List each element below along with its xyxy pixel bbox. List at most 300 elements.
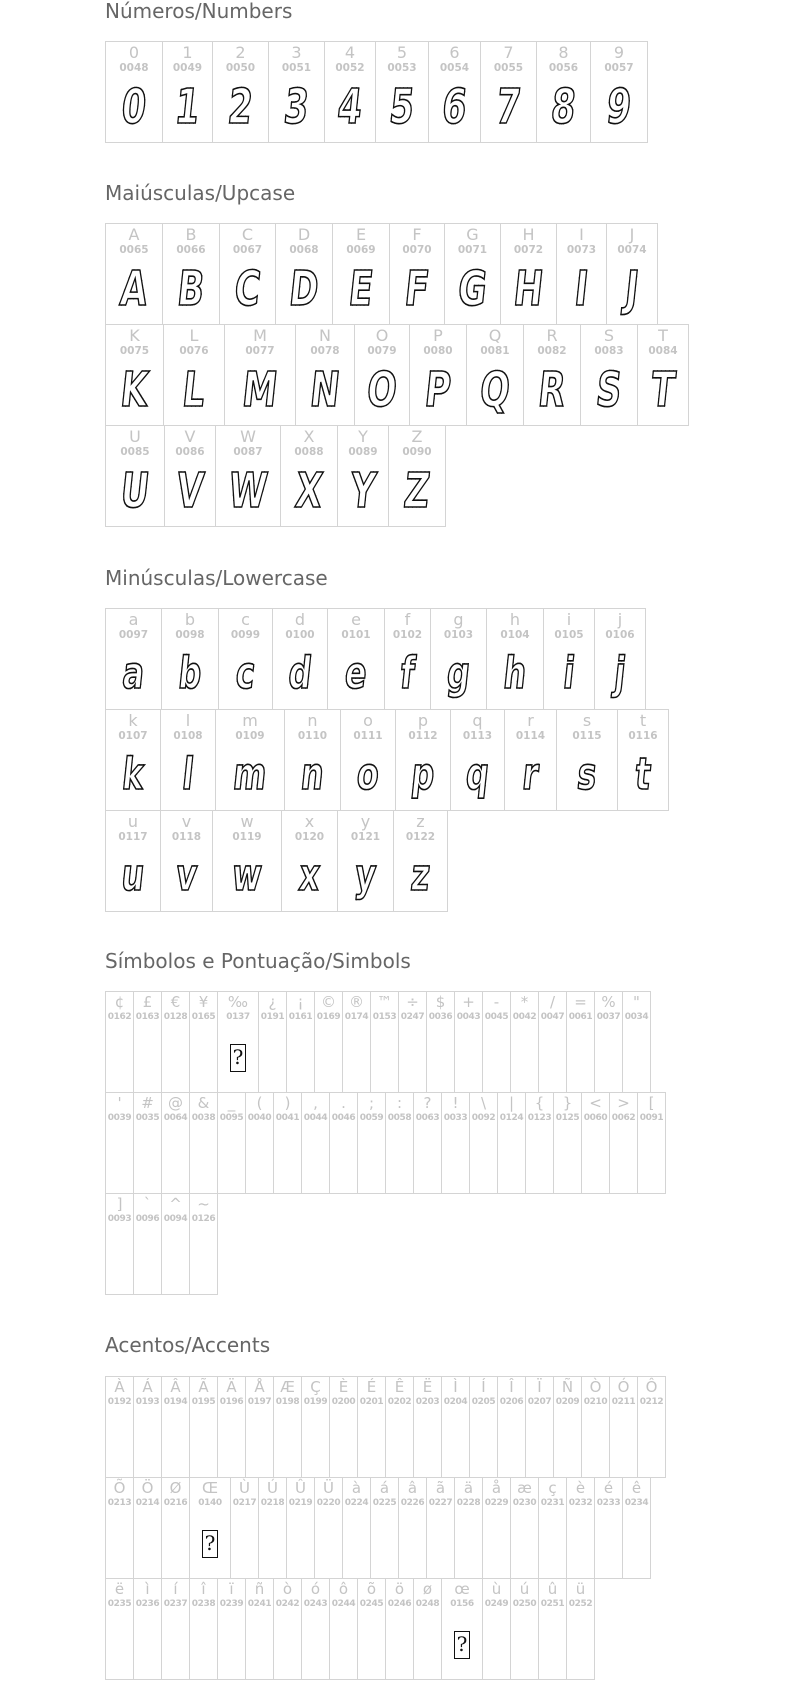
character-code: 0247 (400, 1012, 425, 1022)
character-label: À (114, 1378, 125, 1396)
glyph-cell (105, 1092, 134, 1194)
character-label: H (522, 225, 535, 244)
character-label: ` (143, 1195, 152, 1213)
glyph-row (105, 223, 657, 325)
font-glyph-sample: W (220, 465, 277, 517)
glyph-cell (217, 1578, 246, 1680)
character-code: 0199 (303, 1397, 328, 1407)
glyph-cell (580, 324, 638, 426)
glyph-cell (590, 41, 648, 143)
character-label: á (379, 1479, 390, 1497)
character-code: 0039 (107, 1113, 132, 1123)
section-title: Minúsculas/Lowercase (105, 566, 328, 590)
glyph-cell (162, 223, 220, 325)
character-code: 0050 (225, 62, 256, 74)
font-glyph-sample: j (597, 648, 642, 700)
font-glyph-sample: J (609, 263, 654, 315)
character-label: ê (631, 1479, 642, 1497)
glyph-cell (258, 1477, 287, 1579)
character-code: 0044 (303, 1113, 328, 1123)
character-label: l (185, 711, 191, 730)
glyph-cell (622, 1477, 651, 1579)
glyph-cell (444, 223, 501, 325)
character-code: 0140 (198, 1498, 222, 1508)
character-code: 0210 (583, 1397, 608, 1407)
font-glyph-sample: 0 (109, 81, 159, 133)
glyph-cell (105, 1193, 134, 1295)
glyph-cell (329, 1092, 358, 1194)
section-title: Maiúsculas/Upcase (105, 181, 296, 205)
font-glyph-sample: K (109, 364, 160, 416)
character-code: 0161 (288, 1012, 313, 1022)
glyph-cell (510, 1578, 539, 1680)
character-label: î (201, 1580, 206, 1598)
glyph-cell (273, 1578, 302, 1680)
character-code: 0198 (275, 1397, 300, 1407)
character-code: 0051 (281, 62, 312, 74)
glyph-row (105, 425, 445, 527)
character-label: Ñ (561, 1378, 574, 1396)
glyph-cell (426, 1477, 455, 1579)
character-code: 0046 (331, 1113, 356, 1123)
character-code: 0248 (415, 1599, 440, 1609)
character-label: e (351, 610, 361, 629)
character-label: Ç (310, 1378, 321, 1396)
font-glyph-sample: p (399, 749, 448, 801)
character-code: 0121 (350, 831, 381, 843)
character-label: Ã (198, 1378, 209, 1396)
character-code: 0174 (344, 1012, 369, 1022)
character-label: F (412, 225, 422, 244)
character-code: 0052 (335, 62, 365, 74)
character-label: @ (168, 1094, 183, 1112)
character-code: 0126 (191, 1214, 216, 1224)
glyph-cell (426, 991, 455, 1093)
font-glyph-sample: G (448, 263, 497, 315)
font-glyph-sample: g (434, 648, 483, 700)
character-label: = (574, 993, 587, 1011)
character-code: 0206 (499, 1397, 524, 1407)
character-code: 0062 (611, 1113, 636, 1123)
character-code: 0060 (583, 1113, 608, 1123)
character-label: 0 (128, 43, 140, 62)
font-glyph-sample: y (341, 850, 390, 902)
character-label: € (170, 993, 181, 1011)
character-code: 0235 (107, 1599, 132, 1609)
character-code: 0089 (348, 446, 378, 458)
character-code: 0055 (493, 62, 524, 74)
character-label: f (404, 610, 411, 629)
font-glyph-sample: b (165, 648, 215, 700)
character-code: 0112 (408, 730, 438, 742)
character-code: 0120 (294, 831, 325, 843)
character-code: 0104 (500, 629, 530, 641)
character-label: 4 (344, 43, 356, 62)
font-glyph-sample: o (344, 749, 393, 801)
glyph-cell (133, 991, 162, 1093)
glyph-cell (105, 608, 162, 710)
glyph-cell (450, 709, 505, 811)
character-label: z (416, 812, 425, 831)
character-code: 0082 (537, 345, 567, 357)
character-label: ø (422, 1580, 433, 1598)
font-glyph-sample: x (285, 850, 334, 902)
character-code: 0169 (316, 1012, 341, 1022)
character-label: , (313, 1094, 318, 1112)
character-label: W (240, 427, 256, 446)
glyph-cell (105, 223, 163, 325)
character-label: U (129, 427, 141, 446)
glyph-cell (441, 1376, 470, 1478)
glyph-cell (510, 991, 539, 1093)
font-glyph-sample: v (163, 850, 209, 902)
character-code: 0209 (555, 1397, 580, 1407)
font-glyph-sample: l (164, 749, 213, 801)
character-code: 0252 (568, 1599, 593, 1609)
character-code: 0088 (294, 446, 324, 458)
character-code: 0200 (331, 1397, 356, 1407)
character-label: å (491, 1479, 502, 1497)
glyph-cell (581, 1092, 610, 1194)
character-label: Q (488, 326, 502, 345)
character-label: } (562, 1094, 573, 1112)
character-label: w (240, 812, 254, 831)
glyph-cell (189, 1193, 218, 1295)
font-glyph-sample: z (397, 850, 445, 902)
character-code: 0059 (359, 1113, 384, 1123)
character-code: 0092 (471, 1113, 496, 1123)
font-glyph-sample: e (331, 648, 381, 700)
font-glyph-sample: c (222, 648, 270, 700)
character-code: 0207 (527, 1397, 552, 1407)
character-code: 0225 (372, 1498, 397, 1508)
character-code: 0048 (119, 62, 149, 74)
character-label: Y (358, 427, 368, 446)
glyph-row (105, 1376, 665, 1478)
character-label: < (589, 1094, 602, 1112)
font-glyph-sample: A (109, 263, 159, 315)
glyph-cell (314, 1477, 343, 1579)
glyph-cell (606, 223, 658, 325)
glyph-cell (622, 991, 651, 1093)
character-code: 0045 (484, 1012, 509, 1022)
font-glyph-sample: 4 (327, 81, 372, 133)
glyph-cell (219, 223, 276, 325)
glyph-cell (581, 1376, 610, 1478)
character-code: 0057 (604, 62, 634, 74)
character-label: Œ (201, 1479, 219, 1497)
character-code: 0078 (310, 345, 340, 357)
character-label: Å (254, 1378, 265, 1396)
glyph-cell (133, 1477, 162, 1579)
glyph-cell (162, 41, 213, 143)
font-glyph-sample: X (284, 465, 334, 517)
character-label: u (127, 812, 139, 831)
glyph-row (105, 1193, 217, 1295)
font-glyph-sample: O (358, 364, 407, 416)
character-code: 0080 (423, 345, 453, 357)
character-label: Ê (394, 1378, 405, 1396)
font-glyph-sample: r (507, 749, 553, 801)
character-label: û (547, 1580, 558, 1598)
character-label: ã (435, 1479, 446, 1497)
font-glyph-sample: T (640, 364, 685, 416)
character-label: Ë (422, 1378, 433, 1396)
glyph-cell (105, 425, 165, 527)
glyph-cell (413, 1376, 442, 1478)
font-glyph-sample: N (299, 364, 351, 416)
glyph-cell (566, 991, 595, 1093)
character-label: ö (394, 1580, 405, 1598)
font-glyph-sample: 2 (216, 81, 265, 133)
character-code: 0218 (260, 1498, 285, 1508)
character-code: 0231 (540, 1498, 565, 1508)
glyph-cell (480, 41, 537, 143)
character-code: 0056 (548, 62, 579, 74)
font-glyph-sample: C (223, 263, 272, 315)
font-glyph-sample: 6 (431, 81, 477, 133)
glyph-cell (295, 324, 355, 426)
character-code: 0109 (235, 730, 265, 742)
character-code: 0095 (219, 1113, 244, 1123)
character-label: P (433, 326, 443, 345)
character-label: 6 (449, 43, 460, 62)
character-label: Ô (645, 1378, 658, 1396)
glyph-cell (327, 608, 385, 710)
glyph-cell (556, 709, 618, 811)
character-code: 0219 (288, 1498, 313, 1508)
character-code: 0244 (331, 1599, 356, 1609)
character-code: 0081 (480, 345, 510, 357)
glyph-cell (105, 810, 161, 912)
character-label: K (129, 326, 140, 345)
glyph-cell (357, 1376, 386, 1478)
character-label: I (579, 225, 584, 244)
glyph-row (105, 41, 647, 143)
character-code: 0202 (387, 1397, 412, 1407)
character-label: ® (349, 993, 364, 1011)
glyph-cell (370, 991, 399, 1093)
character-code: 0043 (456, 1012, 481, 1022)
glyph-cell (337, 810, 394, 912)
glyph-cell (161, 991, 190, 1093)
character-label: L (189, 326, 199, 345)
glyph-cell (161, 1376, 190, 1478)
character-label: É (366, 1378, 377, 1396)
character-code: 0090 (402, 446, 432, 458)
character-label: ñ (254, 1580, 265, 1598)
character-code: 0035 (135, 1113, 160, 1123)
character-label: R (546, 326, 558, 345)
character-label: ü (575, 1580, 586, 1598)
character-code: 0085 (120, 446, 150, 458)
character-code: 0237 (163, 1599, 188, 1609)
glyph-cell (454, 1477, 483, 1579)
character-label: Û (295, 1479, 306, 1497)
character-label: a (128, 610, 139, 629)
glyph-cell (230, 1477, 259, 1579)
character-label: ' (117, 1094, 122, 1112)
character-label: ( (256, 1094, 263, 1112)
character-code: 0100 (285, 629, 315, 641)
glyph-cell (217, 991, 259, 1093)
glyph-cell (189, 1477, 231, 1579)
glyph-cell (284, 709, 341, 811)
glyph-cell (413, 1578, 442, 1680)
character-code: 0156 (450, 1599, 474, 1609)
font-glyph-sample: a (109, 648, 158, 700)
glyph-row (105, 709, 668, 811)
character-code: 0058 (387, 1113, 412, 1123)
character-label: % (601, 993, 616, 1011)
character-code: 0076 (179, 345, 209, 357)
glyph-cell (273, 1092, 302, 1194)
glyph-cell (301, 1578, 330, 1680)
character-label: Ï (537, 1378, 542, 1396)
character-label: Í (481, 1378, 486, 1396)
font-glyph-sample: R (527, 364, 577, 416)
font-glyph-sample: D (279, 263, 329, 315)
character-label: n (307, 711, 318, 730)
character-code: 0077 (245, 345, 275, 357)
character-label: ú (519, 1580, 530, 1598)
glyph-cell (301, 1376, 330, 1478)
glyph-cell (594, 991, 623, 1093)
character-code: 0246 (387, 1599, 412, 1609)
character-code: 0037 (596, 1012, 621, 1022)
glyph-cell (224, 324, 296, 426)
font-glyph-sample: q (454, 749, 502, 801)
character-label: p (417, 711, 429, 730)
glyph-cell (357, 1578, 386, 1680)
glyph-cell (370, 1477, 399, 1579)
character-code: 0065 (119, 244, 149, 256)
character-label: & (197, 1094, 210, 1112)
glyph-cell (375, 41, 429, 143)
glyph-row (105, 810, 447, 912)
character-label: ~ (197, 1195, 210, 1213)
character-label: ) (284, 1094, 291, 1112)
font-glyph-sample: M (229, 364, 290, 416)
glyph-cell (133, 1578, 162, 1680)
character-code: 0038 (191, 1113, 216, 1123)
character-code: 0099 (230, 629, 261, 641)
glyph-cell (273, 1376, 302, 1478)
character-code: 0102 (392, 629, 423, 641)
glyph-cell (637, 1092, 666, 1194)
font-glyph-sample: Z (392, 465, 442, 517)
glyph-cell (133, 1193, 162, 1295)
character-label: x (304, 812, 315, 831)
glyph-cell (164, 425, 216, 527)
character-code: 0195 (191, 1397, 216, 1407)
glyph-cell (105, 991, 134, 1093)
character-code: 0227 (428, 1498, 453, 1508)
character-code: 0214 (135, 1498, 160, 1508)
character-code: 0110 (297, 730, 328, 742)
glyph-cell (105, 1376, 134, 1478)
character-code: 0094 (163, 1214, 188, 1224)
character-label: " (633, 993, 640, 1011)
character-code: 0234 (624, 1498, 649, 1508)
character-label: 3 (291, 43, 302, 62)
glyph-cell (161, 1193, 190, 1295)
glyph-cell (340, 709, 396, 811)
glyph-cell (275, 223, 333, 325)
glyph-cell (409, 324, 467, 426)
character-code: 0197 (247, 1397, 272, 1407)
character-code: 0054 (439, 62, 470, 74)
character-label: V (184, 427, 196, 446)
character-label: J (629, 225, 635, 244)
glyph-cell (161, 1477, 190, 1579)
character-label: ] (116, 1195, 123, 1213)
glyph-cell (268, 41, 325, 143)
glyph-cell (497, 1092, 526, 1194)
font-glyph-sample: w (217, 850, 277, 902)
character-label: m (242, 711, 258, 730)
character-label: g (453, 610, 464, 629)
character-code: 0033 (443, 1113, 468, 1123)
character-code: 0040 (247, 1113, 272, 1123)
glyph-cell (413, 1092, 442, 1194)
character-label: ì (145, 1580, 150, 1598)
character-label: Ò (589, 1378, 602, 1396)
character-code: 0047 (540, 1012, 565, 1022)
glyph-cell (617, 709, 669, 811)
character-code: 0101 (341, 629, 371, 641)
character-label: í (173, 1580, 178, 1598)
character-label: T (658, 326, 668, 345)
character-label: 5 (396, 43, 408, 62)
glyph-cell (543, 608, 595, 710)
character-code: 0119 (232, 831, 262, 843)
font-glyph-sample: B (166, 263, 216, 315)
character-label: è (575, 1479, 586, 1497)
character-code: 0196 (219, 1397, 244, 1407)
font-glyph-sample: f (387, 648, 428, 700)
character-label: é (603, 1479, 614, 1497)
character-label: 1 (182, 43, 193, 62)
glyph-cell (566, 1477, 595, 1579)
character-code: 0245 (359, 1599, 384, 1609)
character-label: Ó (617, 1378, 630, 1396)
character-code: 0053 (387, 62, 417, 74)
character-code: 0063 (415, 1113, 440, 1123)
character-label: M (253, 326, 267, 345)
character-code: 0070 (402, 244, 432, 256)
glyph-cell (105, 324, 164, 426)
character-label: / (549, 993, 556, 1011)
character-code: 0034 (624, 1012, 649, 1022)
character-label: Z (411, 427, 423, 446)
font-glyph-sample: P (413, 364, 463, 416)
character-code: 0204 (443, 1397, 468, 1407)
glyph-cell (388, 425, 446, 527)
character-label: s (582, 711, 592, 730)
character-label: ^ (169, 1195, 182, 1213)
font-glyph-sample: 7 (484, 81, 533, 133)
character-label: Ú (267, 1479, 278, 1497)
glyph-cell (504, 709, 557, 811)
character-label: j (617, 610, 623, 629)
character-label: { (534, 1094, 545, 1112)
glyph-cell (466, 324, 524, 426)
character-label: ù (491, 1580, 502, 1598)
missing-glyph-box: ? (454, 1631, 470, 1659)
glyph-cell (215, 709, 285, 811)
character-label: © (321, 993, 336, 1011)
